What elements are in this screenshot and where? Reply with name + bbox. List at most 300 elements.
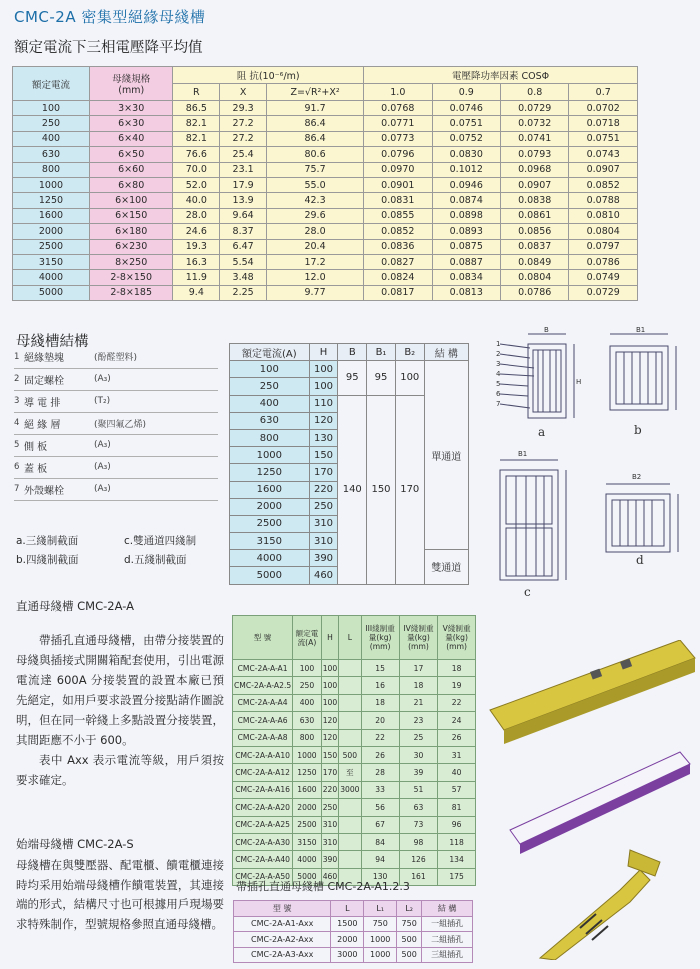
header-b1: B₁ xyxy=(367,344,396,361)
table-cell: 2-8×185 xyxy=(89,285,172,300)
straight-heading: 直通母綫槽 CMC-2A-A xyxy=(16,599,134,613)
voltage-table-title: 額定電流下三相電壓降平均值 xyxy=(14,40,203,56)
busway-photo-2 xyxy=(510,752,690,854)
part-material: (A₃) xyxy=(94,478,218,500)
header-z: Z=√R²+X² xyxy=(267,84,364,101)
table-cell: 2500 xyxy=(230,515,310,532)
table-cell: 250 xyxy=(321,799,339,816)
header-l1: L₁ xyxy=(364,901,397,917)
header-pf: 0.8 xyxy=(500,84,568,101)
table-cell: 0.0875 xyxy=(432,239,500,254)
table-cell: 6.47 xyxy=(220,239,267,254)
header-b: B xyxy=(338,344,367,361)
table-cell: 130 xyxy=(309,429,338,446)
table-cell: 75.7 xyxy=(267,162,364,177)
table-cell: 0.0729 xyxy=(500,101,568,116)
table-cell: 0.0861 xyxy=(500,208,568,223)
table-row xyxy=(13,101,638,116)
table-cell: 0.0837 xyxy=(500,239,568,254)
callout-4: 4 xyxy=(496,370,501,378)
callout-5: 5 xyxy=(496,380,501,388)
table-row xyxy=(234,947,473,963)
table-row xyxy=(233,729,476,746)
table-cell: 0.0773 xyxy=(364,131,432,146)
table-cell: 0.0786 xyxy=(569,254,638,269)
diagram-c-label: c xyxy=(524,585,531,599)
table-cell: 1000 xyxy=(293,746,321,763)
table-cell: 6×80 xyxy=(89,177,172,192)
table-cell: 4000 xyxy=(230,550,310,567)
table-cell: 0.0797 xyxy=(569,239,638,254)
table-cell: 800 xyxy=(13,162,90,177)
table-cell: 0.0768 xyxy=(364,101,432,116)
table-cell: 120 xyxy=(309,412,338,429)
part-material: (A₃) xyxy=(94,434,218,456)
table-row xyxy=(13,208,638,223)
table-row xyxy=(13,285,638,300)
table-cell: 28.0 xyxy=(267,224,364,239)
table-cell: 170 xyxy=(321,764,339,781)
table-cell: 17 xyxy=(399,660,437,677)
table-cell: CMC-2A-A-A20 xyxy=(233,799,293,816)
table-cell: 57 xyxy=(438,781,476,798)
table-cell: 100 xyxy=(321,660,339,677)
table-cell: 0.0901 xyxy=(364,177,432,192)
table-row xyxy=(13,193,638,208)
table-cell: CMC-2A-A-A2.5 xyxy=(233,677,293,694)
table-cell: 0.0729 xyxy=(569,285,638,300)
plug-table xyxy=(233,900,473,963)
table-cell: 94 xyxy=(361,851,399,868)
table-cell: 3000 xyxy=(331,947,364,963)
table-cell: 460 xyxy=(321,868,339,885)
table-cell: 1250 xyxy=(293,764,321,781)
diagram-a xyxy=(496,326,581,439)
table-cell: 100 xyxy=(309,361,338,378)
table-cell: 20.4 xyxy=(267,239,364,254)
table-cell: 118 xyxy=(438,833,476,850)
table-cell: 100 xyxy=(321,694,339,711)
table-cell: 0.0830 xyxy=(432,147,500,162)
table-cell: 6×100 xyxy=(89,193,172,208)
table-cell: 120 xyxy=(321,729,339,746)
header-impedance: 阻 抗(10⁻⁶/m) xyxy=(173,67,364,84)
table-cell: 16.3 xyxy=(173,254,220,269)
dim-label-b1: B1 xyxy=(636,326,646,334)
table-cell: 170 xyxy=(309,464,338,481)
table-cell: 21 xyxy=(399,694,437,711)
table-cell: 27.2 xyxy=(220,116,267,131)
table-cell: 0.0810 xyxy=(569,208,638,223)
header-l2: L₂ xyxy=(397,901,422,917)
part-material: (T₂) xyxy=(94,390,218,412)
part-number: 6 xyxy=(14,456,24,478)
parts-list xyxy=(14,346,218,501)
table-cell: 28.0 xyxy=(173,208,220,223)
table-cell: 95 xyxy=(338,361,367,395)
table-row xyxy=(233,694,476,711)
table-cell: 40 xyxy=(438,764,476,781)
diagram-b xyxy=(610,326,676,437)
table-cell: 1000 xyxy=(364,932,397,948)
cross-section-diagrams xyxy=(478,324,700,624)
table-cell: 23.1 xyxy=(220,162,267,177)
table-cell: 0.0751 xyxy=(432,116,500,131)
table-cell: 23 xyxy=(399,712,437,729)
table-cell: 19 xyxy=(438,677,476,694)
table-cell: 96 xyxy=(438,816,476,833)
table-cell: 0.0771 xyxy=(364,116,432,131)
table-row xyxy=(13,116,638,131)
part-item xyxy=(14,346,218,368)
table-cell: 6×150 xyxy=(89,208,172,223)
table-cell: 0.0893 xyxy=(432,224,500,239)
table-cell: CMC-2A-A-A4 xyxy=(233,694,293,711)
table-cell: 3.48 xyxy=(220,270,267,285)
part-material: (聚四氟乙烯) xyxy=(94,412,218,434)
table-cell: 0.0824 xyxy=(364,270,432,285)
callout-3: 3 xyxy=(496,360,501,368)
table-cell: 至 xyxy=(339,764,361,781)
table-cell: 1600 xyxy=(13,208,90,223)
table-cell: 三組插孔 xyxy=(422,947,473,963)
busway-photos xyxy=(480,640,700,960)
callout-2: 2 xyxy=(496,350,501,358)
table-cell: 0.0741 xyxy=(500,131,568,146)
table-cell: 31 xyxy=(438,746,476,763)
table-cell: CMC-2A-A2-Axx xyxy=(234,932,331,948)
table-cell xyxy=(339,799,361,816)
table-cell: 630 xyxy=(230,412,310,429)
voltage-drop-table xyxy=(12,66,638,301)
busway-photo-3 xyxy=(540,850,660,960)
table-cell: 22 xyxy=(361,729,399,746)
header-h: H xyxy=(309,344,338,361)
table-cell: 6×60 xyxy=(89,162,172,177)
table-cell: 二組插孔 xyxy=(422,932,473,948)
part-item xyxy=(14,412,218,434)
table-row xyxy=(233,799,476,816)
table-cell: 0.1012 xyxy=(432,162,500,177)
table-cell: 0.0788 xyxy=(569,193,638,208)
table-row xyxy=(233,781,476,798)
table-cell: 70.0 xyxy=(173,162,220,177)
table-cell: 220 xyxy=(321,781,339,798)
table-cell: 250 xyxy=(309,498,338,515)
table-cell: 100 xyxy=(321,677,339,694)
table-cell: 1000 xyxy=(230,447,310,464)
table-cell: 28 xyxy=(361,764,399,781)
table-cell: 73 xyxy=(399,816,437,833)
header-weight-5: V綫制重量(kg)(mm) xyxy=(438,616,476,660)
table-cell: 5000 xyxy=(230,567,310,584)
table-cell: 9.64 xyxy=(220,208,267,223)
dim-label-b1: B1 xyxy=(518,450,528,458)
table-cell xyxy=(339,816,361,833)
table-cell: 56 xyxy=(361,799,399,816)
table-cell: 29.6 xyxy=(267,208,364,223)
table-cell: 3000 xyxy=(339,781,361,798)
table-cell: 3150 xyxy=(230,533,310,550)
section-d: d.五綫制截面 xyxy=(124,554,187,566)
table-cell: 0.0898 xyxy=(432,208,500,223)
table-cell: 25 xyxy=(399,729,437,746)
table-cell: 250 xyxy=(230,378,310,395)
table-cell: 0.0743 xyxy=(569,147,638,162)
table-cell: 310 xyxy=(321,833,339,850)
table-row xyxy=(13,147,638,162)
section-a: a.三綫制截面 xyxy=(16,535,79,547)
table-cell: 220 xyxy=(309,481,338,498)
table-cell: 390 xyxy=(309,550,338,567)
section-b: b.四綫制截面 xyxy=(16,554,79,566)
table-cell: 18 xyxy=(438,660,476,677)
table-cell: 98 xyxy=(399,833,437,850)
table-cell: 11.9 xyxy=(173,270,220,285)
table-row xyxy=(13,224,638,239)
table-cell: 0.0907 xyxy=(569,162,638,177)
table-cell: 17.2 xyxy=(267,254,364,269)
table-cell: 0.0804 xyxy=(500,270,568,285)
table-cell: 100 xyxy=(230,361,310,378)
part-item xyxy=(14,368,218,390)
table-cell: 140 xyxy=(338,395,367,584)
table-cell: CMC-2A-A-A12 xyxy=(233,764,293,781)
table-cell: 0.0836 xyxy=(364,239,432,254)
table-cell: CMC-2A-A-A1 xyxy=(233,660,293,677)
table-cell: 630 xyxy=(293,712,321,729)
part-number: 5 xyxy=(14,434,24,456)
table-cell: 3×30 xyxy=(89,101,172,116)
diagram-d xyxy=(606,473,678,567)
table-cell: 0.0874 xyxy=(432,193,500,208)
table-cell: 26 xyxy=(438,729,476,746)
table-cell: 0.0827 xyxy=(364,254,432,269)
table-cell: 26 xyxy=(361,746,399,763)
table-cell: 82.1 xyxy=(173,116,220,131)
straight-paragraph: 帶插孔直通母綫槽，由帶分接裝置的母綫與插接式開關箱配套使用，引出電源電流達 600A 分接裝置的設置本廠已預先絕定，如用戶要求設置分接點請作圖說明，但在同一幹綫上多點設置分接裝置，其間距應不小于 600。 xyxy=(16,633,224,747)
table-cell: 1000 xyxy=(364,947,397,963)
table-cell: CMC-2A-A-A16 xyxy=(233,781,293,798)
table-row xyxy=(13,162,638,177)
table-cell: 86.5 xyxy=(173,101,220,116)
table-cell: 1600 xyxy=(230,481,310,498)
table-cell: 9.77 xyxy=(267,285,364,300)
page-title: CMC-2A 密集型絕緣母綫槽 xyxy=(14,8,206,26)
table-cell: 0.0849 xyxy=(500,254,568,269)
table-cell: 4000 xyxy=(293,851,321,868)
table-cell: 134 xyxy=(438,851,476,868)
table-cell xyxy=(339,694,361,711)
table-cell: 0.0786 xyxy=(500,285,568,300)
header-model: 型 號 xyxy=(234,901,331,917)
part-material: (A₃) xyxy=(94,456,218,478)
table-cell: 3150 xyxy=(293,833,321,850)
table-cell: 500 xyxy=(397,932,422,948)
table-cell: CMC-2A-A1-Axx xyxy=(234,916,331,932)
table-cell: 42.3 xyxy=(267,193,364,208)
table-cell: 750 xyxy=(364,916,397,932)
table-row xyxy=(13,270,638,285)
table-cell: CMC-2A-A-A30 xyxy=(233,833,293,850)
table-cell xyxy=(339,660,361,677)
table-cell: CMC-2A-A-A50 xyxy=(233,868,293,885)
table-cell: 400 xyxy=(230,395,310,412)
table-cell: 51 xyxy=(399,781,437,798)
table-cell: 30 xyxy=(399,746,437,763)
table-cell xyxy=(339,729,361,746)
table-cell: 5000 xyxy=(293,868,321,885)
table-cell: 460 xyxy=(309,567,338,584)
table-cell: 2.25 xyxy=(220,285,267,300)
table-row xyxy=(230,361,469,378)
table-cell: 800 xyxy=(293,729,321,746)
header-x: X xyxy=(220,84,267,101)
table-cell: 8×250 xyxy=(89,254,172,269)
part-name: 絕 緣 層 xyxy=(24,412,94,434)
table-cell: 0.0834 xyxy=(432,270,500,285)
dim-label-h: H xyxy=(576,378,582,386)
diagram-c xyxy=(500,450,566,599)
table-cell xyxy=(339,677,361,694)
table-cell: 52.0 xyxy=(173,177,220,192)
table-cell: 76.6 xyxy=(173,147,220,162)
table-row xyxy=(13,131,638,146)
table-cell: 12.0 xyxy=(267,270,364,285)
header-l: L xyxy=(339,616,361,660)
diagram-a-label: a xyxy=(538,425,546,439)
table-cell: 0.0752 xyxy=(432,131,500,146)
table-cell xyxy=(339,833,361,850)
table-cell: 2000 xyxy=(293,799,321,816)
table-cell: 15 xyxy=(361,660,399,677)
table-cell: 110 xyxy=(309,395,338,412)
table-cell: 0.0746 xyxy=(432,101,500,116)
table-cell: 6×40 xyxy=(89,131,172,146)
part-name: 蓋 板 xyxy=(24,456,94,478)
table-cell: 0.0817 xyxy=(364,285,432,300)
table-cell xyxy=(339,712,361,729)
table-cell: 0.0887 xyxy=(432,254,500,269)
section-legend xyxy=(16,532,232,570)
table-cell: 63 xyxy=(399,799,437,816)
header-weight-3: III綫制重量(kg)(mm) xyxy=(361,616,399,660)
part-name: 側 板 xyxy=(24,434,94,456)
table-cell: 750 xyxy=(397,916,422,932)
table-cell: CMC-2A-A3-Axx xyxy=(234,947,331,963)
part-item xyxy=(14,434,218,456)
table-cell xyxy=(339,851,361,868)
busway-photo-1 xyxy=(490,640,695,744)
diagram-b-label: b xyxy=(634,423,642,437)
part-name: 外殼螺栓 xyxy=(24,478,94,500)
table-cell: 6×230 xyxy=(89,239,172,254)
table-cell: 2000 xyxy=(331,932,364,948)
table-cell: 單通道 xyxy=(424,361,468,550)
dim-label-b2: B2 xyxy=(632,473,642,481)
table-cell: 84 xyxy=(361,833,399,850)
header-current: 額定電流(A) xyxy=(293,616,321,660)
table-cell: 630 xyxy=(13,147,90,162)
table-cell: CMC-2A-A-A10 xyxy=(233,746,293,763)
table-cell: 0.0732 xyxy=(500,116,568,131)
table-cell: 40.0 xyxy=(173,193,220,208)
table-cell: 95 xyxy=(367,361,396,395)
header-voltage-drop: 電壓降功率因素 COSΦ xyxy=(364,67,638,84)
part-name: 導 電 排 xyxy=(24,390,94,412)
part-number: 4 xyxy=(14,412,24,434)
part-material: (酚醛塑料) xyxy=(94,346,218,368)
table-cell: 82.1 xyxy=(173,131,220,146)
header-r: R xyxy=(173,84,220,101)
part-number: 7 xyxy=(14,478,24,500)
table-cell: 2000 xyxy=(13,224,90,239)
part-number: 3 xyxy=(14,390,24,412)
table-cell: 175 xyxy=(438,868,476,885)
table-cell: CMC-2A-A-A25 xyxy=(233,816,293,833)
part-item xyxy=(14,478,218,500)
table-cell: 100 xyxy=(293,660,321,677)
table-cell: 1500 xyxy=(331,916,364,932)
table-cell: 500 xyxy=(339,746,361,763)
table-cell: 0.0793 xyxy=(500,147,568,162)
table-cell: 400 xyxy=(293,694,321,711)
table-cell: 800 xyxy=(230,429,310,446)
table-cell: 6×50 xyxy=(89,147,172,162)
table-cell: 29.3 xyxy=(220,101,267,116)
table-cell: 17.9 xyxy=(220,177,267,192)
header-structure: 結 構 xyxy=(422,901,473,917)
table-cell: 雙通道 xyxy=(424,550,468,584)
part-number: 1 xyxy=(14,346,24,368)
part-item xyxy=(14,390,218,412)
table-cell: 100 xyxy=(309,378,338,395)
table-cell: 20 xyxy=(361,712,399,729)
table-cell: 0.0907 xyxy=(500,177,568,192)
table-cell: 18 xyxy=(361,694,399,711)
header-b2: B₂ xyxy=(395,344,424,361)
table-cell: 19.3 xyxy=(173,239,220,254)
table-cell: 120 xyxy=(321,712,339,729)
table-cell: 161 xyxy=(399,868,437,885)
table-cell: 13.9 xyxy=(220,193,267,208)
header-current: 額定電流(A) xyxy=(230,344,310,361)
table-cell: 0.0855 xyxy=(364,208,432,223)
table-row xyxy=(13,239,638,254)
table-cell: 150 xyxy=(309,447,338,464)
callout-1: 1 xyxy=(496,340,501,348)
header-weight-4: IV綫制重量(kg)(mm) xyxy=(399,616,437,660)
table-cell: 400 xyxy=(13,131,90,146)
table-cell: 100 xyxy=(13,101,90,116)
table-cell: 2-8×150 xyxy=(89,270,172,285)
table-cell: 0.0838 xyxy=(500,193,568,208)
table-cell: 6×30 xyxy=(89,116,172,131)
table-cell: 一組插孔 xyxy=(422,916,473,932)
table-cell: 1250 xyxy=(13,193,90,208)
table-row xyxy=(233,746,476,763)
table-cell: 91.7 xyxy=(267,101,364,116)
table-cell: 0.0852 xyxy=(364,224,432,239)
table-cell: 0.0751 xyxy=(569,131,638,146)
table-row xyxy=(233,851,476,868)
table-cell: 130 xyxy=(361,868,399,885)
table-cell: 1600 xyxy=(293,781,321,798)
table-cell: 0.0970 xyxy=(364,162,432,177)
structure-heading: 母綫槽結構 xyxy=(16,334,89,350)
table-cell: 3150 xyxy=(13,254,90,269)
table-cell: 2000 xyxy=(230,498,310,515)
